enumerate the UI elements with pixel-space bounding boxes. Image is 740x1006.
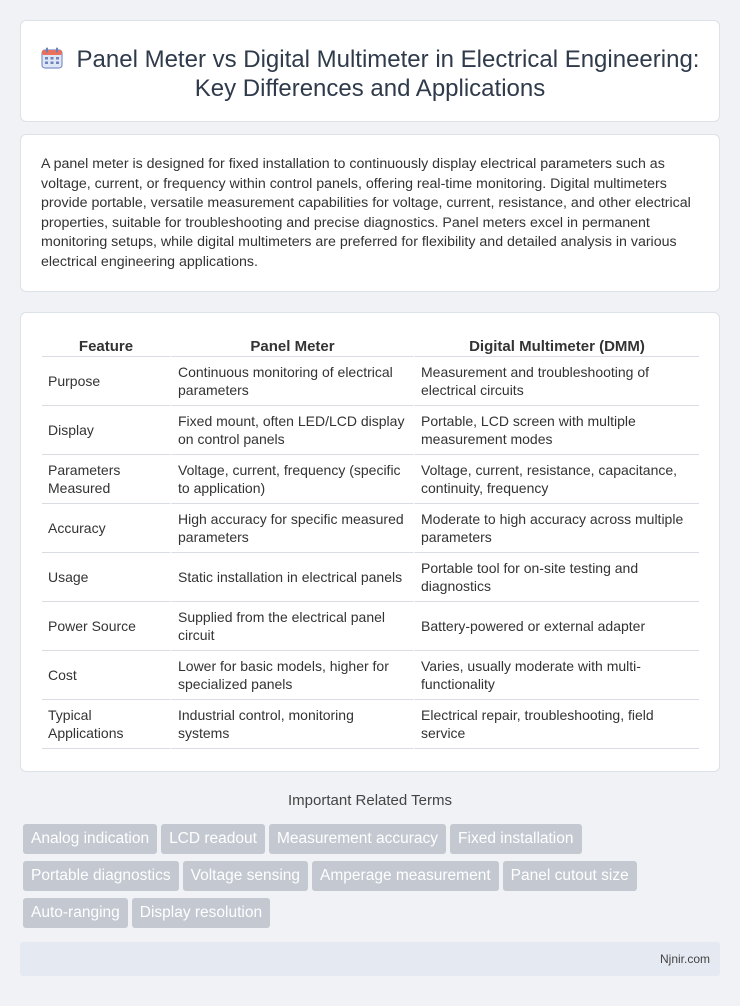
header-feature: Feature: [42, 335, 170, 357]
table-header-row: [42, 335, 699, 357]
table-row: [42, 406, 699, 455]
panel-meter-cell: Static installation in electrical panels: [170, 553, 413, 602]
header-panel-meter: Panel Meter: [170, 335, 413, 357]
panel-meter-cell: Lower for basic models, higher for specialized panels: [170, 651, 413, 700]
table-row: [42, 455, 699, 504]
summary-card: [20, 134, 720, 292]
dmm-cell: Varies, usually moderate with multi-functionality: [413, 651, 699, 700]
panel-meter-cell: Supplied from the electrical panel circuit: [170, 602, 413, 651]
table-row: [42, 504, 699, 553]
term-tag[interactable]: Amperage measurement: [312, 861, 499, 891]
feature-cell: Accuracy: [42, 504, 170, 553]
feature-cell: Typical Applications: [42, 700, 170, 749]
term-tag[interactable]: Portable diagnostics: [23, 861, 179, 891]
panel-meter-cell: Voltage, current, frequency (specific to application): [170, 455, 413, 504]
comparison-table: [42, 335, 699, 749]
dmm-cell: Electrical repair, troubleshooting, field service: [413, 700, 699, 749]
dmm-cell: Voltage, current, resistance, capacitance, continuity, frequency: [413, 455, 699, 504]
feature-cell: Usage: [42, 553, 170, 602]
table-row: [42, 357, 699, 406]
term-tag[interactable]: Fixed installation: [450, 824, 581, 854]
dmm-cell: Measurement and troubleshooting of electrical circuits: [413, 357, 699, 406]
feature-cell: Display: [42, 406, 170, 455]
comparison-table-card: [20, 312, 720, 772]
calendar-icon: [41, 47, 63, 69]
header-digital-multimeter: Digital Multimeter (DMM): [413, 335, 699, 357]
page-title-text: Panel Meter vs Digital Multimeter in Electrical Engineering: Key Differences and Applications: [76, 46, 700, 102]
panel-meter-cell: Industrial control, monitoring systems: [170, 700, 413, 749]
term-tag[interactable]: Panel cutout size: [503, 861, 637, 891]
feature-cell: Power Source: [42, 602, 170, 651]
panel-meter-cell: High accuracy for specific measured parameters: [170, 504, 413, 553]
summary-paragraph: A panel meter is designed for fixed installation to continuously display electrical parameters such as voltage, current, or frequency within control panels, offering real-time monitoring. Digital multimeters provide portable, versatile measurement capabilities for voltage, current, resistance, and other electrical properties, suitable for troubleshooting and precise diagnostics. Panel meters excel in permanent monitoring setups, while digital multimeters are preferred for flexibility and detailed analysis in various electrical engineering applications.: [41, 156, 691, 270]
feature-cell: Parameters Measured: [42, 455, 170, 504]
term-tag[interactable]: Measurement accuracy: [269, 824, 446, 854]
table-row: [42, 651, 699, 700]
page-title: [21, 45, 719, 103]
table-row: [42, 700, 699, 749]
term-tag[interactable]: LCD readout: [161, 824, 265, 854]
feature-cell: Cost: [42, 651, 170, 700]
dmm-cell: Battery-powered or external adapter: [413, 602, 699, 651]
footer-site-link[interactable]: Njnir.com: [659, 952, 710, 966]
dmm-cell: Portable tool for on-site testing and diagnostics: [413, 553, 699, 602]
term-tag[interactable]: Auto-ranging: [23, 898, 128, 928]
term-tag[interactable]: Voltage sensing: [183, 861, 308, 891]
table-row: [42, 553, 699, 602]
title-card: [20, 20, 720, 122]
dmm-cell: Moderate to high accuracy across multiple parameters: [413, 504, 699, 553]
table-row: [42, 602, 699, 651]
term-tag[interactable]: Display resolution: [132, 898, 270, 928]
panel-meter-cell: Continuous monitoring of electrical parameters: [170, 357, 413, 406]
related-terms-list: [23, 824, 703, 935]
term-tag[interactable]: Analog indication: [23, 824, 157, 854]
related-terms-heading: Important Related Terms: [288, 792, 452, 809]
dmm-cell: Portable, LCD screen with multiple measurement modes: [413, 406, 699, 455]
footer: [20, 942, 720, 976]
feature-cell: Purpose: [42, 357, 170, 406]
panel-meter-cell: Fixed mount, often LED/LCD display on control panels: [170, 406, 413, 455]
